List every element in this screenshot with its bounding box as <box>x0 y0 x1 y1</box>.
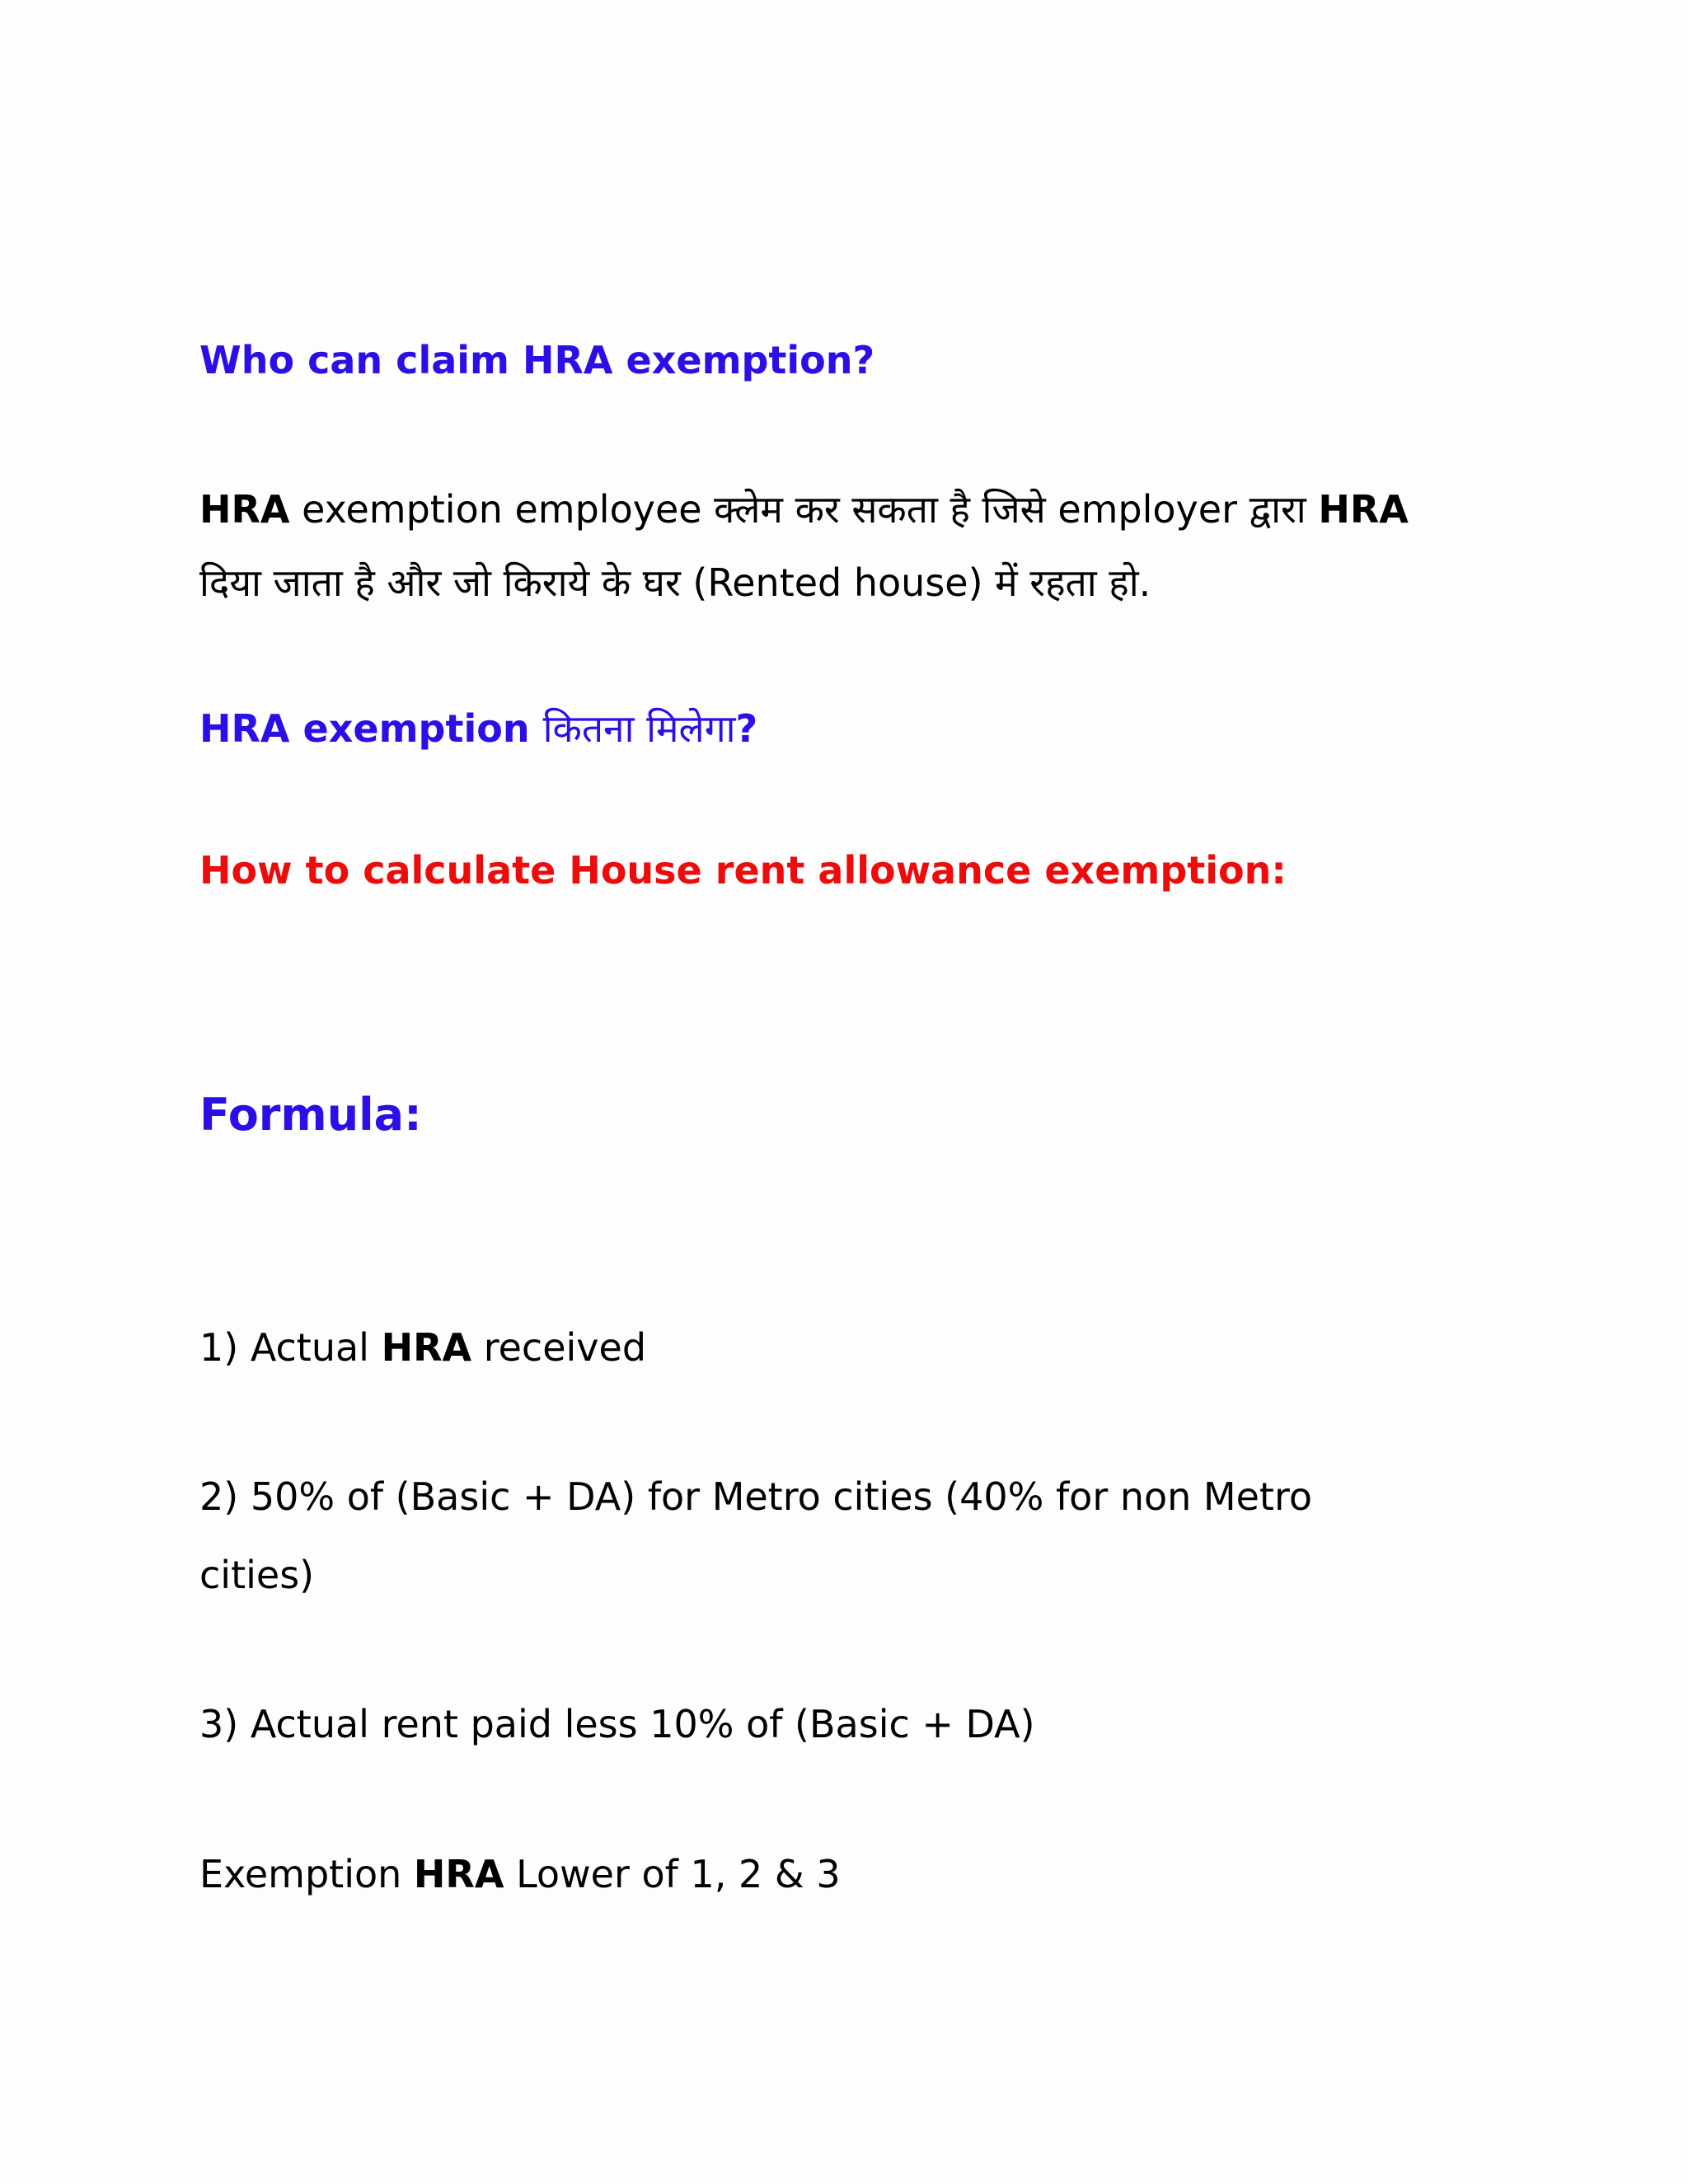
paragraph-who-line-1 <box>199 483 1409 534</box>
heading-how-to-calculate: How to calculate House rent allowance exemption: <box>199 848 1287 893</box>
conclusion-hra: HRA <box>413 1852 504 1896</box>
item-1-pre: 1) Actual <box>199 1325 382 1370</box>
conclusion-post: Lower of 1, 2 & 3 <box>504 1852 841 1896</box>
how-much-qmark: ? <box>735 706 758 751</box>
formula-item-2-line-1: 2) 50% of (Basic + DA) for Metro cities (40% for non Metro <box>199 1474 1312 1519</box>
formula-item-1 <box>199 1325 646 1370</box>
hra-bold-1: HRA <box>199 487 290 532</box>
how-much-bold: HRA exemption <box>199 706 543 751</box>
how-much-hindi: कितना मिलेगा <box>542 706 736 751</box>
who-line-1-text: exemption employee क्लेम कर सकता है जिसे employer द्वारा <box>289 487 1319 532</box>
formula-conclusion <box>199 1852 841 1896</box>
heading-how-much <box>199 702 757 753</box>
heading-who-can-claim: Who can claim HRA exemption? <box>199 338 875 382</box>
formula-item-2-line-2: cities) <box>199 1553 315 1597</box>
hra-bold-2: HRA <box>1318 487 1409 532</box>
conclusion-pre: Exemption <box>199 1852 414 1896</box>
paragraph-who-line-2: दिया जाता है और जो किराये के घर (Rented house) में रहता हो. <box>199 560 1151 605</box>
item-1-hra: HRA <box>381 1325 472 1370</box>
formula-item-3: 3) Actual rent paid less 10% of (Basic + DA) <box>199 1702 1035 1746</box>
item-1-post: received <box>471 1325 647 1370</box>
formula-title: Formula: <box>199 1089 422 1141</box>
